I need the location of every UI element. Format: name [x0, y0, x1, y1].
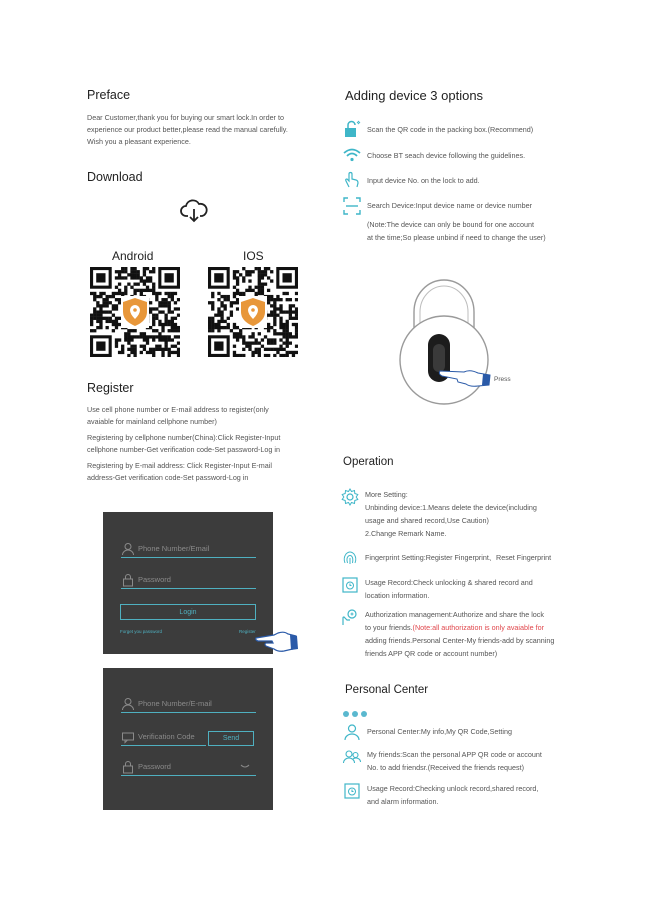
adding-option-bt — [343, 146, 525, 164]
gear-icon — [341, 488, 359, 506]
preface-line: experience our product better,please read the manual carefully. — [87, 125, 288, 134]
operation-more-setting — [341, 488, 537, 540]
preface-title: Preface — [87, 88, 131, 102]
ios-label: IOS — [243, 249, 264, 263]
finger-touch-icon — [343, 171, 361, 189]
user-icon — [343, 723, 361, 741]
register-title: Register — [87, 381, 134, 395]
phone-email-field[interactable] — [121, 540, 256, 558]
adding-option-scan — [343, 120, 533, 138]
personal-item-text: No. to add friendsr.(Received the friends request) — [367, 763, 525, 772]
phone-email-placeholder: Phone Number/Email — [138, 544, 210, 553]
record-icon — [341, 576, 359, 594]
verification-code-placeholder: Verification Code — [138, 732, 195, 741]
more-setting-line: More Setting: — [365, 490, 408, 499]
register-line: Use cell phone number or E-mail address to register(only — [87, 405, 269, 414]
adding-option-text: Choose BT seach device following the guidelines. — [367, 151, 526, 160]
operation-fingerprint — [341, 549, 551, 567]
padlock-illustration — [396, 272, 516, 412]
record-icon — [343, 782, 361, 800]
more-setting-line: usage and shared record,Use Caution) — [365, 516, 489, 525]
auth-line: Authorization management:Authorize and share the lock — [365, 610, 544, 619]
fingerprint-icon — [341, 549, 359, 567]
personal-title: Personal Center — [345, 684, 429, 696]
fingerprint-text: Fingerprint Setting:Register Fingerprint、Reset Fingerprint — [365, 553, 552, 562]
usage-line: Usage Record:Check unlocking & shared record and — [365, 578, 533, 587]
eye-closed-icon[interactable] — [240, 764, 250, 770]
press-label: Press — [494, 376, 511, 383]
unlock-icon — [343, 120, 361, 138]
hand-pointer-icon — [254, 626, 300, 654]
personal-item-text: My friends:Scan the personal APP QR code or account — [367, 750, 542, 759]
register-link[interactable]: Register — [239, 629, 256, 634]
preface-line: Wish you a pleasant experience. — [87, 137, 191, 146]
register-line: cellphone number-Get verification code-Set password-Log in — [87, 445, 280, 454]
register-password-placeholder: Password — [138, 762, 171, 771]
operation-authorization — [341, 608, 554, 660]
personal-item-center — [343, 723, 512, 741]
auth-line — [365, 621, 554, 634]
register-screen — [103, 668, 273, 810]
lock-icon — [121, 760, 135, 774]
register-line: avaiable for mainland cellphone number) — [87, 417, 217, 426]
scan-frame-icon — [343, 197, 361, 215]
auth-line-black: to your friends. — [365, 623, 413, 632]
message-icon — [121, 730, 135, 744]
preface-line: Dear Customer,thank you for buying our smart lock.In order to — [87, 113, 284, 122]
register-line: address-Get verification code-Set password-Log in — [87, 473, 249, 482]
adding-option-text: Search Device:Input device name or device number — [367, 201, 533, 210]
download-title: Download — [87, 170, 143, 184]
register-password-field[interactable] — [121, 758, 256, 776]
adding-option-text: Input device No. on the lock to add. — [367, 176, 480, 185]
personal-item-friends — [343, 748, 542, 774]
login-screen — [103, 512, 273, 654]
adding-option-text: Scan the QR code in the packing box.(Recommend) — [367, 125, 534, 134]
adding-note-line: at the time;So please unbind if need to change the user) — [367, 233, 546, 242]
cloud-download-icon — [180, 199, 208, 223]
personal-item-text: Personal Center:My info,My QR Code,Setting — [367, 727, 513, 736]
user-icon — [121, 542, 135, 556]
personal-item-text: Usage Record:Checking unlock record,shared record, — [367, 784, 539, 793]
register-text — [87, 404, 327, 484]
share-hand-icon — [341, 608, 359, 626]
adding-title: Adding device 3 options — [345, 88, 484, 103]
password-placeholder: Password — [138, 575, 171, 584]
personal-item-usage — [343, 782, 538, 808]
ios-qr-code — [208, 267, 298, 357]
adding-option-input — [343, 171, 480, 189]
register-phone-placeholder: Phone Number/E-mail — [138, 699, 212, 708]
usage-line: location information. — [365, 591, 430, 600]
register-phone-field[interactable] — [121, 695, 256, 713]
auth-line-red: (Note:all authorization is only avaiable for — [412, 623, 544, 632]
register-line: Registering by cellphone number(China):Click Register-Input — [87, 433, 281, 442]
operation-title: Operation — [343, 456, 394, 468]
personal-item-text: and alarm information. — [367, 797, 439, 806]
operation-usage — [341, 576, 533, 602]
verification-code-field[interactable] — [121, 728, 206, 746]
preface-text — [87, 112, 327, 148]
login-button[interactable]: Login — [120, 604, 256, 620]
auth-note-line: adding friends.Personal Center-My friends-add by scanning — [365, 636, 555, 645]
more-setting-line: 2.Change Remark Name. — [365, 529, 447, 538]
register-line: Registering by E-mail address: Click Register-Input E-mail — [87, 461, 272, 470]
android-qr-code — [90, 267, 180, 357]
adding-option-search — [343, 197, 546, 244]
auth-note-line: friends APP QR code or account number) — [365, 649, 498, 658]
wifi-icon — [343, 146, 361, 164]
decorative-dots — [343, 704, 370, 722]
more-setting-line: Unbinding device:1.Means delete the device(including — [365, 503, 537, 512]
password-field[interactable] — [121, 571, 256, 589]
send-code-button[interactable]: Send — [208, 731, 254, 746]
android-label: Android — [112, 249, 154, 263]
user-icon — [121, 697, 135, 711]
lock-icon — [121, 573, 135, 587]
adding-note-line: (Note:The device can only be bound for one account — [367, 220, 535, 229]
forgot-password-link[interactable]: Forget you password — [120, 629, 163, 634]
friends-icon — [343, 748, 361, 766]
